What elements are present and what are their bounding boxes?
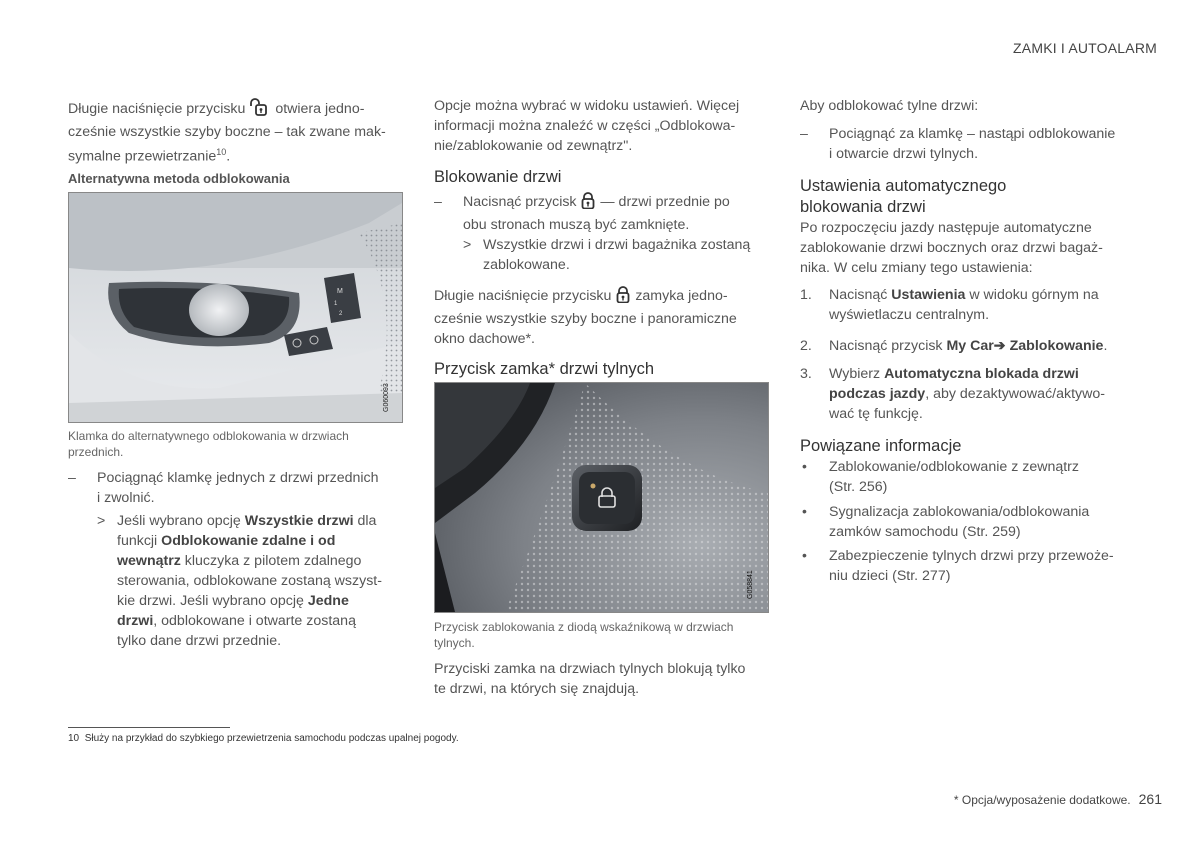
intro-text: cześnie wszystkie szyby boczne – tak zwane mak-: [68, 124, 386, 140]
auto-lock-step-1: [800, 285, 1140, 325]
step-text: i otwarcie drzwi tylnych.: [829, 146, 979, 162]
step-text: w widoku górnym na: [965, 287, 1099, 303]
auto-lock-paragraph: [800, 218, 1140, 278]
my-car-menu-ref: My Car: [946, 338, 994, 354]
result-marker: >: [97, 513, 106, 529]
bullet-marker: •: [802, 503, 807, 519]
intro-text: otwiera jedno-: [271, 101, 365, 117]
rear-lock-figure: [434, 382, 769, 613]
paragraph-line: Długie naciśnięcie przycisku: [434, 288, 616, 304]
result-text: dla: [353, 513, 377, 529]
paragraph-line: Opcje można wybrać w widoku ustawień. Więcej: [434, 98, 740, 114]
auto-lock-option-ref: podczas jazdy: [829, 386, 926, 402]
footnote-divider: [68, 727, 230, 728]
arrow-right-icon: ➔: [993, 338, 1006, 354]
figure-code: G060093: [383, 383, 390, 412]
figure2-caption: [434, 619, 774, 651]
result-text: sterowania, odblokowane zostaną wszyst-: [117, 573, 382, 589]
result-text: kie drzwi. Jeśli wybrano opcję: [117, 593, 308, 609]
dash-marker: –: [800, 126, 808, 142]
rear-lock-image: [435, 383, 768, 612]
option-remote-unlock: wewnątrz: [117, 553, 181, 569]
dash-marker: –: [68, 470, 76, 486]
step-text: — drzwi przednie po: [596, 194, 730, 210]
locking-heading: Blokowanie drzwi: [434, 168, 562, 186]
auto-lock-heading: [800, 176, 1006, 218]
related-link-1[interactable]: [800, 457, 1140, 497]
intro-text: symalne przewietrzanie: [68, 148, 217, 165]
step-number: 1.: [800, 287, 812, 303]
dash-marker: –: [434, 194, 442, 210]
option-one-door: drzwi: [117, 613, 154, 629]
unlock-icon: [249, 98, 271, 122]
section-title: ZAMKI I AUTOALARM: [1013, 40, 1157, 56]
result-marker: >: [463, 237, 472, 253]
rear-lock-paragraph: [434, 659, 774, 699]
step-text: i zwolnić.: [97, 490, 155, 506]
link-text[interactable]: Sygnalizacja zablokowania/odblokowania: [829, 504, 1090, 520]
alt-step: [68, 468, 408, 508]
auto-lock-step-2: [800, 336, 1140, 356]
step-number: 2.: [800, 338, 812, 354]
link-text[interactable]: Zablokowanie/odblokowanie z zewnątrz: [829, 459, 1079, 475]
caption-line: tylnych.: [434, 636, 475, 650]
step-text: Wybierz: [829, 366, 885, 382]
door-handle-image: [69, 193, 402, 422]
intro-paragraph: [68, 98, 408, 167]
rear-unlock-intro: Aby odblokować tylne drzwi:: [800, 98, 979, 114]
footnote-number: 10: [68, 733, 80, 744]
lock-step-result: [463, 235, 773, 275]
step-text: Nacisnąć: [829, 287, 892, 303]
svg-text:M: M: [337, 288, 343, 295]
step-text: Nacisnąć przycisk: [463, 194, 581, 210]
result-text: tylko dane drzwi przednie.: [117, 633, 282, 649]
caption-line: przednich.: [68, 445, 124, 459]
locking-menu-ref: Zablokowanie: [1005, 338, 1104, 354]
option-remote-unlock: Odblokowanie zdalne i od: [161, 533, 336, 549]
caption-line: Klamka do alternatywnego odblokowania w drzwiach: [68, 429, 349, 443]
step-text: Nacisnąć przycisk: [829, 338, 947, 354]
alt-step-result: [97, 511, 407, 651]
footnote: [68, 733, 459, 744]
result-text: zablokowane.: [483, 257, 570, 273]
svg-text:2: 2: [339, 311, 343, 317]
result-text: kluczyka z pilotem zdalnego: [180, 553, 362, 569]
link-text[interactable]: (Str. 256): [829, 479, 888, 495]
related-info-heading: Powiązane informacje: [800, 437, 962, 455]
paragraph-line: Przyciski zamka na drzwiach tylnych blokują tylko: [434, 661, 746, 677]
svg-text:1: 1: [334, 301, 338, 307]
intro-text: .: [226, 148, 231, 165]
page-number: 261: [1138, 791, 1162, 807]
paragraph-line: zablokowanie drzwi bocznych oraz drzwi bagaż-: [800, 240, 1103, 256]
result-text: funkcji: [117, 533, 162, 549]
rear-lock-heading: Przycisk zamka* drzwi tylnych: [434, 360, 655, 378]
paragraph-line: cześnie wszystkie szyby boczne i panoramiczne: [434, 311, 737, 327]
link-text[interactable]: niu dzieci (Str. 277): [829, 568, 951, 584]
long-press-paragraph: [434, 286, 774, 349]
settings-menu-ref: Ustawienia: [891, 287, 966, 303]
paragraph-line: nie/zablokowanie od zewnątrz".: [434, 138, 633, 154]
paragraph-line: te drzwi, na których się znajdują.: [434, 681, 640, 697]
related-link-2[interactable]: [800, 502, 1140, 542]
step-text: wać tę funkcję.: [829, 406, 923, 422]
footnote-ref[interactable]: 10: [216, 147, 227, 157]
auto-lock-option-ref: Automatyczna blokada drzwi: [884, 366, 1079, 382]
paragraph-line: zamyka jedno-: [631, 288, 728, 304]
lock-step: [434, 192, 774, 235]
auto-lock-step-3: [800, 364, 1140, 424]
result-text: Wszystkie drzwi i drzwi bagażnika zostaną: [483, 237, 751, 253]
step-number: 3.: [800, 366, 812, 382]
rear-unlock-step: [800, 124, 1140, 164]
settings-paragraph: [434, 96, 774, 156]
figure1-caption: [68, 428, 408, 460]
intro-text: Długie naciśnięcie przycisku: [68, 101, 250, 117]
step-text: obu stronach muszą być zamknięte.: [463, 217, 690, 233]
lock-icon: [615, 286, 631, 309]
page-footer: [954, 791, 1162, 807]
bullet-marker: •: [802, 547, 807, 563]
step-text: .: [1103, 338, 1108, 354]
option-one-door: Jedne: [307, 593, 349, 609]
paragraph-line: Po rozpoczęciu jazdy następuje automatyczne: [800, 220, 1092, 236]
paragraph-line: okno dachowe*.: [434, 331, 535, 347]
figure-code: G058841: [747, 570, 754, 599]
step-text: wyświetlaczu centralnym.: [829, 307, 990, 323]
heading-line: Ustawienia automatycznego: [800, 177, 1007, 195]
footnote-text: Służy na przykład do szybkiego przewietrzenia samochodu podczas upalnej pogody.: [84, 733, 459, 744]
link-text[interactable]: Zabezpieczenie tylnych drzwi przy przewoże-: [829, 548, 1114, 564]
door-handle-figure: [68, 192, 403, 423]
result-text: , odblokowane i otwarte zostaną: [153, 613, 356, 629]
heading-line: blokowania drzwi: [800, 198, 926, 216]
step-text: Pociągnąć klamkę jednych z drzwi przednich: [97, 470, 379, 486]
paragraph-line: nika. W celu zmiany tego ustawienia:: [800, 260, 1033, 276]
step-text: Pociągnąć za klamkę – nastąpi odblokowanie: [829, 126, 1116, 142]
related-link-3[interactable]: [800, 546, 1140, 586]
option-all-doors: Wszystkie drzwi: [244, 513, 354, 529]
optional-equipment-note: * Opcja/wyposażenie dodatkowe.: [953, 793, 1131, 807]
step-text: , aby dezaktywować/aktywo-: [925, 386, 1105, 402]
bullet-marker: •: [802, 458, 807, 474]
lock-icon: [580, 192, 596, 215]
link-text[interactable]: zamków samochodu (Str. 259): [829, 524, 1021, 540]
alt-method-heading: Alternatywna metoda odblokowania: [68, 171, 290, 186]
result-text: Jeśli wybrano opcję: [117, 513, 245, 529]
paragraph-line: informacji można znaleźć w części „Odblokowa-: [434, 118, 736, 134]
caption-line: Przycisk zablokowania z diodą wskaźnikową w drzwiach: [434, 620, 734, 634]
